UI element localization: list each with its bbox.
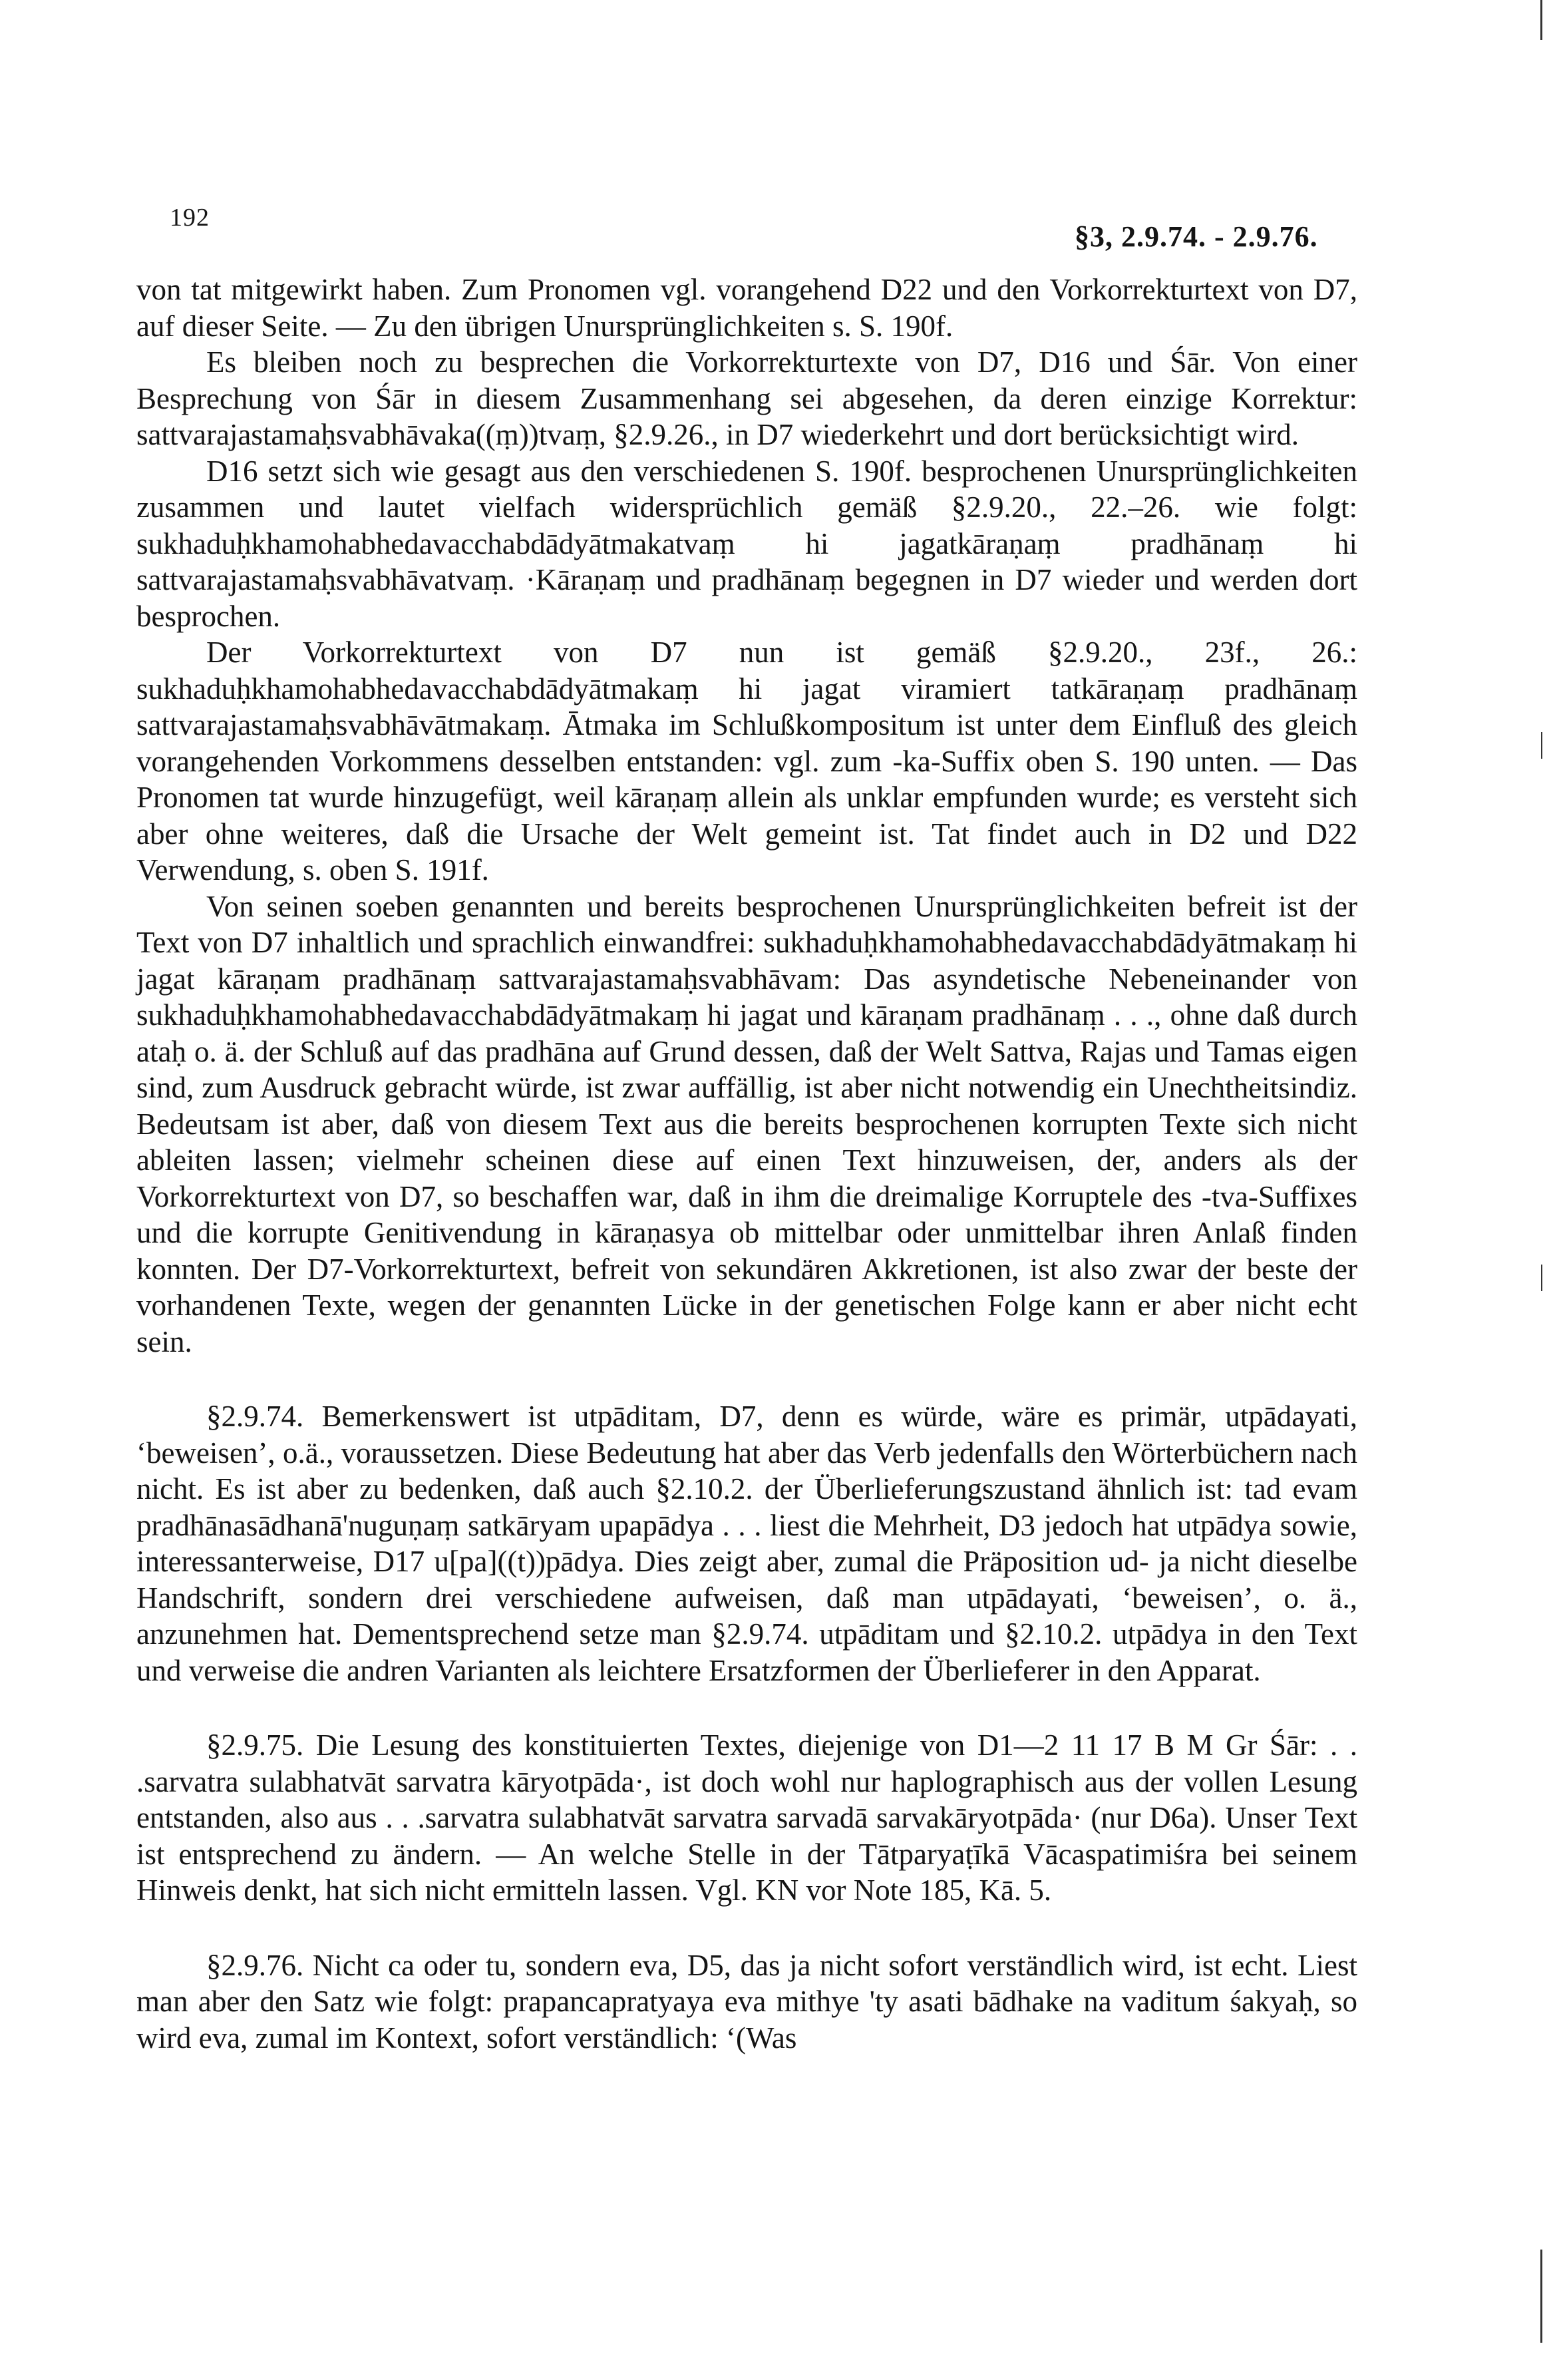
paragraph: D16 setzt sich wie gesagt aus den verschiedenen S. 190f. besprochenen Unursprünglichkeiten zusammen und lautet vielfach widersprüchlich gemäß §2.9.20., 22.–26. wie folgt: sukhaduḥkhamohabhedavacchabdādyātmakatvaṃ hi jagatkāraṇaṃ pradhānaṃ hi sattvarajastamaḥsvabhāvatvaṃ. ·Kāraṇaṃ und pradhānaṃ begegnen in D7 wieder und werden dort besprochen. (136, 454, 1357, 633)
section-gap (136, 1360, 1357, 1398)
section-gap (136, 1909, 1357, 1947)
scan-edge-mark (1541, 1265, 1542, 1291)
body-text (136, 272, 1357, 2056)
section-gap (136, 1688, 1357, 1727)
paragraph: Es bleiben noch zu besprechen die Vorkorrekturtexte von D7, D16 und Śār. Von einer Besprechung von Śār in diesem Zusammenhang sei abgesehen, da deren einzige Korrektur: sattvarajastamaḥsvabhāvaka((ṃ))tvaṃ, §2.9.26., in D7 wiederkehrt und dort berücksichtigt wird. (136, 345, 1357, 451)
paragraph: von tat mitgewirkt haben. Zum Pronomen vgl. vorangehend D22 und den Vorkorrekturtext von D7, auf dieser Seite. — Zu den übrigen Unursprünglichkeiten s. S. 190f. (136, 273, 1357, 343)
scan-edge-mark (1540, 2250, 1542, 2343)
section-2-9-76: §2.9.76. Nicht ca oder tu, sondern eva, D5, das ja nicht sofort verständlich wird, ist echt. Liest man aber den Satz wie folgt: prapancapratyaya eva mithye 'ty asati bādhake na vaditum śakyaḥ, so wird eva, zumal im Kontext, sofort verständlich: ‘(Was (136, 1948, 1357, 2055)
running-head: §3, 2.9.74. - 2.9.76. (1075, 220, 1318, 253)
scan-edge-mark (1540, 0, 1542, 40)
section-2-9-75: §2.9.75. Die Lesung des konstituierten Textes, diejenige von D1—2 11 17 B M Gr Śār: . . .sarvatra sulabhatvāt sarvatra kāryotpāda·, ist doch wohl nur haplographisch aus der vollen Lesung entstanden, also aus . . .sarvatra sulabhatvāt sarvatra sarvadā sarvakāryotpāda· (nur D6a). Unser Text ist entsprechend zu ändern. — An welche Stelle in der Tātparyaṭīkā Vācaspatimiśra bei seinem Hinweis denkt, hat sich nicht ermitteln lassen. Vgl. KN vor Note 185, Kā. 5. (136, 1728, 1357, 1907)
paragraph: Der Vorkorrekturtext von D7 nun ist gemäß §2.9.20., 23f., 26.: sukhaduḥkhamohabhedavacchabdādyātmakaṃ hi jagat viramiert tatkāraṇaṃ pradhānaṃ sattvarajastamaḥsvabhāvātmakaṃ. Ātmaka im Schlußkompositum ist unter dem Einfluß des gleich vorangehenden Vorkommens desselben entstanden: vgl. zum -ka-Suffix oben S. 190 unten. — Das Pronomen tat wurde hinzugefügt, weil kāraṇaṃ allein als unklar empfunden wurde; es versteht sich aber ohne weiteres, daß die Ursache der Welt gemeint ist. Tat findet auch in D2 und D22 Verwendung, s. oben S. 191f. (136, 636, 1357, 887)
paragraph: Von seinen soeben genannten und bereits besprochenen Unursprünglichkeiten befreit ist der Text von D7 inhaltlich und sprachlich einwandfrei: sukhaduḥkhamohabhedavacchabdādyātmakaṃ hi jagat kāraṇam pradhānaṃ sattvarajastamaḥsvabhāvam: Das asyndetische Nebeneinander von sukhaduḥkhamohabhedavacchabdādyātmakaṃ hi jagat und kāraṇam pradhānaṃ . . ., ohne daß durch ataḥ o. ä. der Schluß auf das pradhāna auf Grund dessen, daß der Welt Sattva, Rajas und Tamas eigen sind, zum Ausdruck gebracht würde, ist zwar auffällig, ist aber nicht notwendig ein Unechtheitsindiz. Bedeutsam ist aber, daß von diesem Text aus die bereits besprochenen korrupten Texte sich nicht ableiten lassen; vielmehr scheinen diese auf einen Text hinzuweisen, der, anders als der Vorkorrekturtext von D7, so beschaffen war, daß in ihm die dreimalige Korruptele des -tva-Suffixes und die korrupte Genitivendung in kāraṇasya ob mittelbar oder unmittelbar ihren Anlaß finden konnten. Der D7-Vorkorrekturtext, befreit von sekundären Akkretionen, ist also zwar der beste der vorhandenen Texte, wegen der genannten Lücke in der genetischen Folge kann er aber nicht echt sein. (136, 889, 1357, 1358)
scan-edge-mark (1541, 732, 1542, 759)
section-2-9-74: §2.9.74. Bemerkenswert ist utpāditam, D7, denn es würde, wäre es primär, utpādayati, ‘beweisen’, o.ä., voraussetzen. Diese Bedeutung hat aber das Verb jedenfalls den Wörterbüchern nach nicht. Es ist aber zu bedenken, daß auch §2.10.2. der Überlieferungszustand ähnlich ist: tad evam pradhānasādhanā'nuguṇaṃ satkāryam upapādya . . . liest die Mehrheit, D3 jedoch hat utpādya sowie, interessanterweise, D17 u[pa]((t))pādya. Dies zeigt aber, zumal die Präposition ud- ja nicht dieselbe Handschrift, sondern drei verschiedene aufweisen, daß man utpādayati, ‘beweisen’, o. ä., anzunehmen hat. Dementsprechend setze man §2.9.74. utpāditam und §2.10.2. utpādya in den Text und verweise die andren Varianten als leichtere Ersatzformen der Überlieferer in den Apparat. (136, 1400, 1357, 1687)
page-number: 192 (170, 204, 210, 232)
